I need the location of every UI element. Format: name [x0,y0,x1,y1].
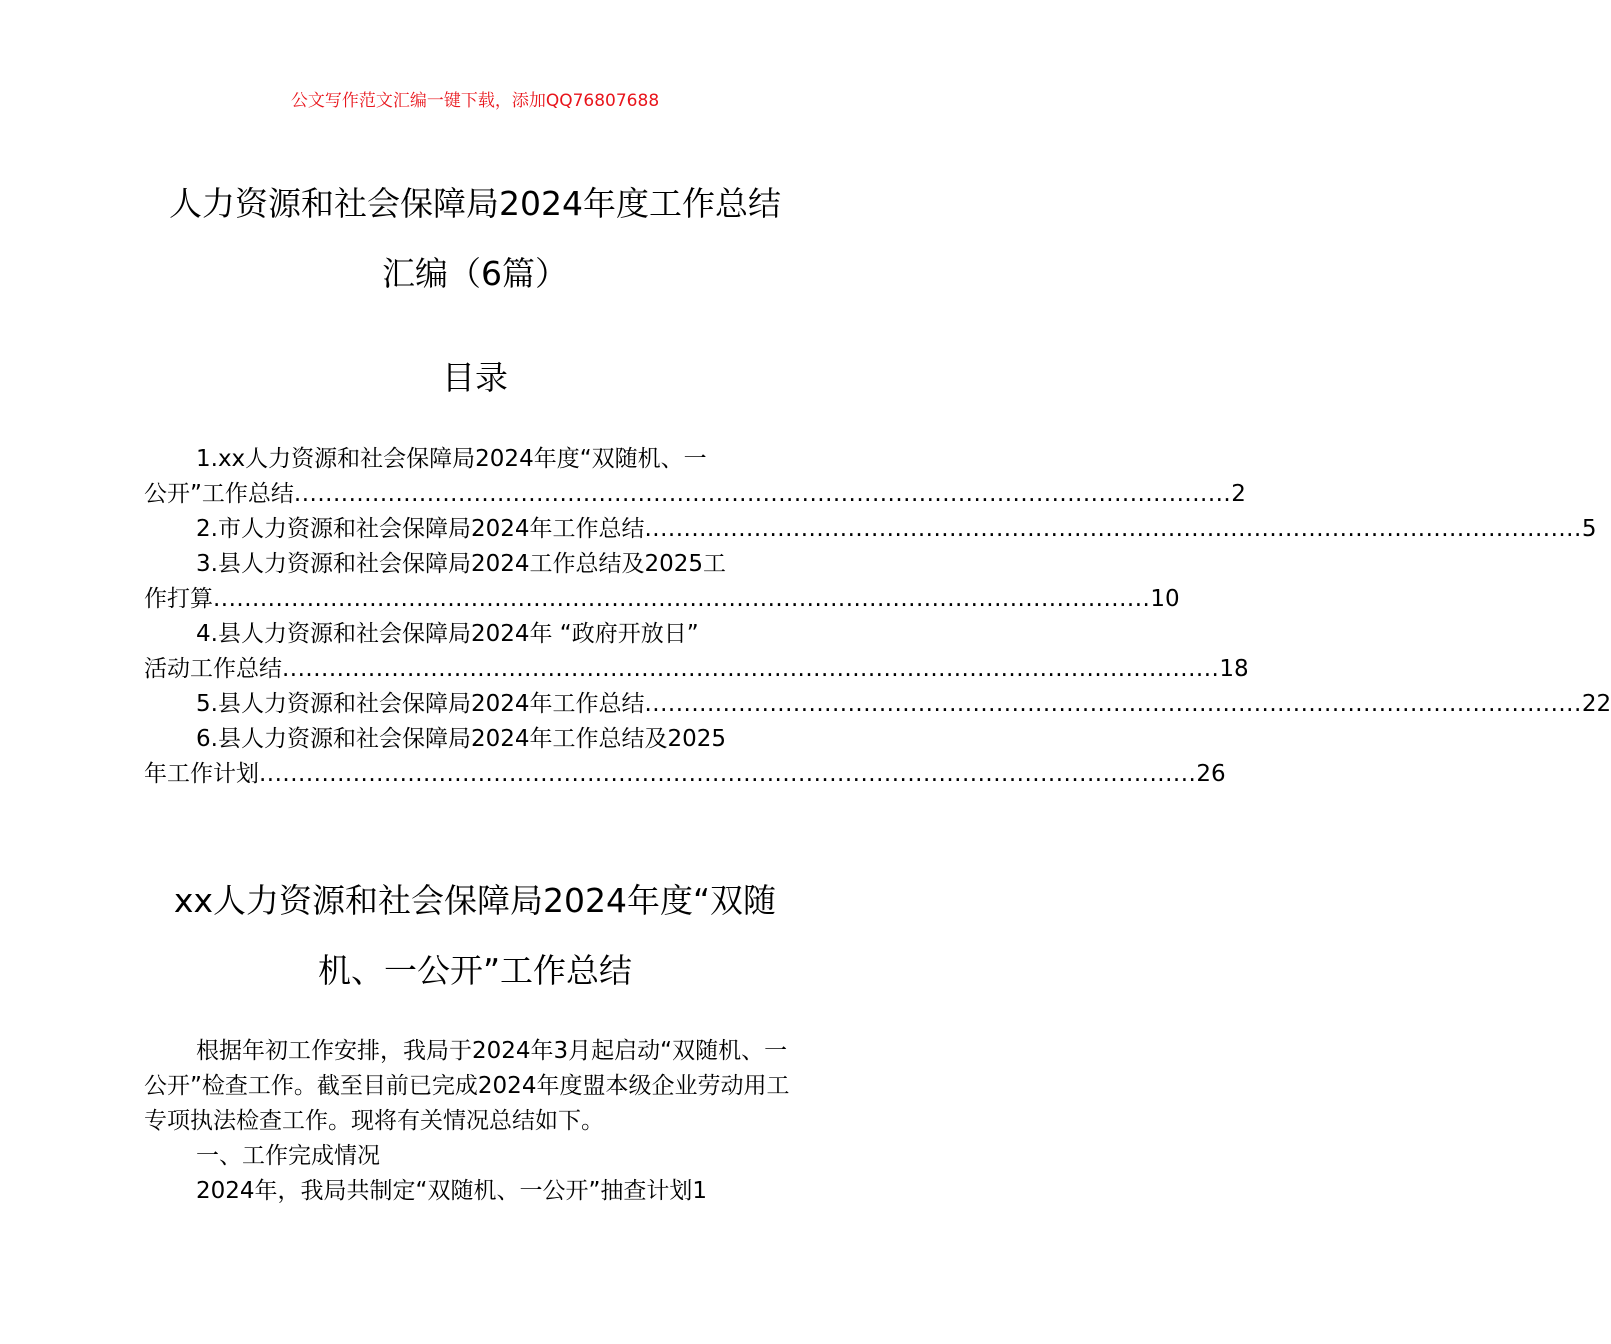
toc-page-number: 18 [1219,656,1249,682]
body-paragraph-start: 2024年，我局共制定“双随机、一公开”抽查计划1 [196,1178,707,1204]
toc-page-number: 2 [1231,481,1246,507]
toc-page-number: 22 [1581,691,1611,717]
toc-entry-text-cont: 活动工作总结 [144,656,282,682]
toc-entry-text: 3.县人力资源和社会保障局2024工作总结及2025工 [196,551,727,577]
toc-entry-text: 1.xx人力资源和社会保障局2024年度“双随机、一 [196,446,707,472]
toc-entry-text: 6.县人力资源和社会保障局2024年工作总结及2025 [196,726,727,752]
toc-entry-6[interactable] [144,722,1226,792]
toc-page-number: 10 [1150,586,1180,612]
document-title-line2: 汇编（6篇） [382,254,568,293]
toc-leader: ........................................................................................................................ [644,516,1582,542]
toc-page-number: 5 [1581,516,1597,542]
toc-leader: ........................................................................................................................ [293,481,1232,507]
section-subheading: 一、工作完成情况 [196,1143,380,1169]
toc-leader: ........................................................................................................................ [644,691,1582,717]
promo-banner[interactable]: 公文写作范文汇编一键下载，添加QQ76807688 [290,91,660,111]
toc-entry-text: 5.县人力资源和社会保障局2024年工作总结 [196,691,645,717]
toc-entry-3[interactable] [144,547,1180,617]
toc-entry-text-cont: 年工作计划 [144,761,259,787]
toc-entry-4[interactable] [144,617,1249,687]
toc-leader: ........................................................................................................................ [213,586,1151,612]
toc-entry-text-cont: 作打算 [144,586,213,612]
toc-entry-5[interactable] [144,687,1611,722]
toc-entry-text: 2.市人力资源和社会保障局2024年工作总结 [196,516,645,542]
toc-leader: ........................................................................................................................ [259,761,1197,787]
section-title-line2: 机、一公开”工作总结 [317,951,633,990]
section-body [144,1034,808,1209]
toc-leader: ........................................................................................................................ [282,656,1220,682]
toc-entry-text: 4.县人力资源和社会保障局2024年 “政府开放日” [196,621,699,647]
document-title-line1: 人力资源和社会保障局2024年度工作总结 [169,184,781,223]
toc-page-number: 26 [1196,761,1226,787]
toc-heading: 目录 [442,358,508,397]
toc-entry-1[interactable] [144,442,1246,512]
toc-entry-2[interactable] [144,512,1597,547]
body-paragraph: 根据年初工作安排，我局于2024年3月起启动“双随机、一公开”检查工作。截至目前已完成2024年度盟本级企业劳动用工专项执法检查工作。现将有关情况总结如下。 [144,1038,790,1134]
section-title-line1: xx人力资源和社会保障局2024年度“双随 [173,881,777,920]
toc-entry-text-cont: 公开”工作总结 [144,481,294,507]
table-of-contents [144,442,1611,792]
